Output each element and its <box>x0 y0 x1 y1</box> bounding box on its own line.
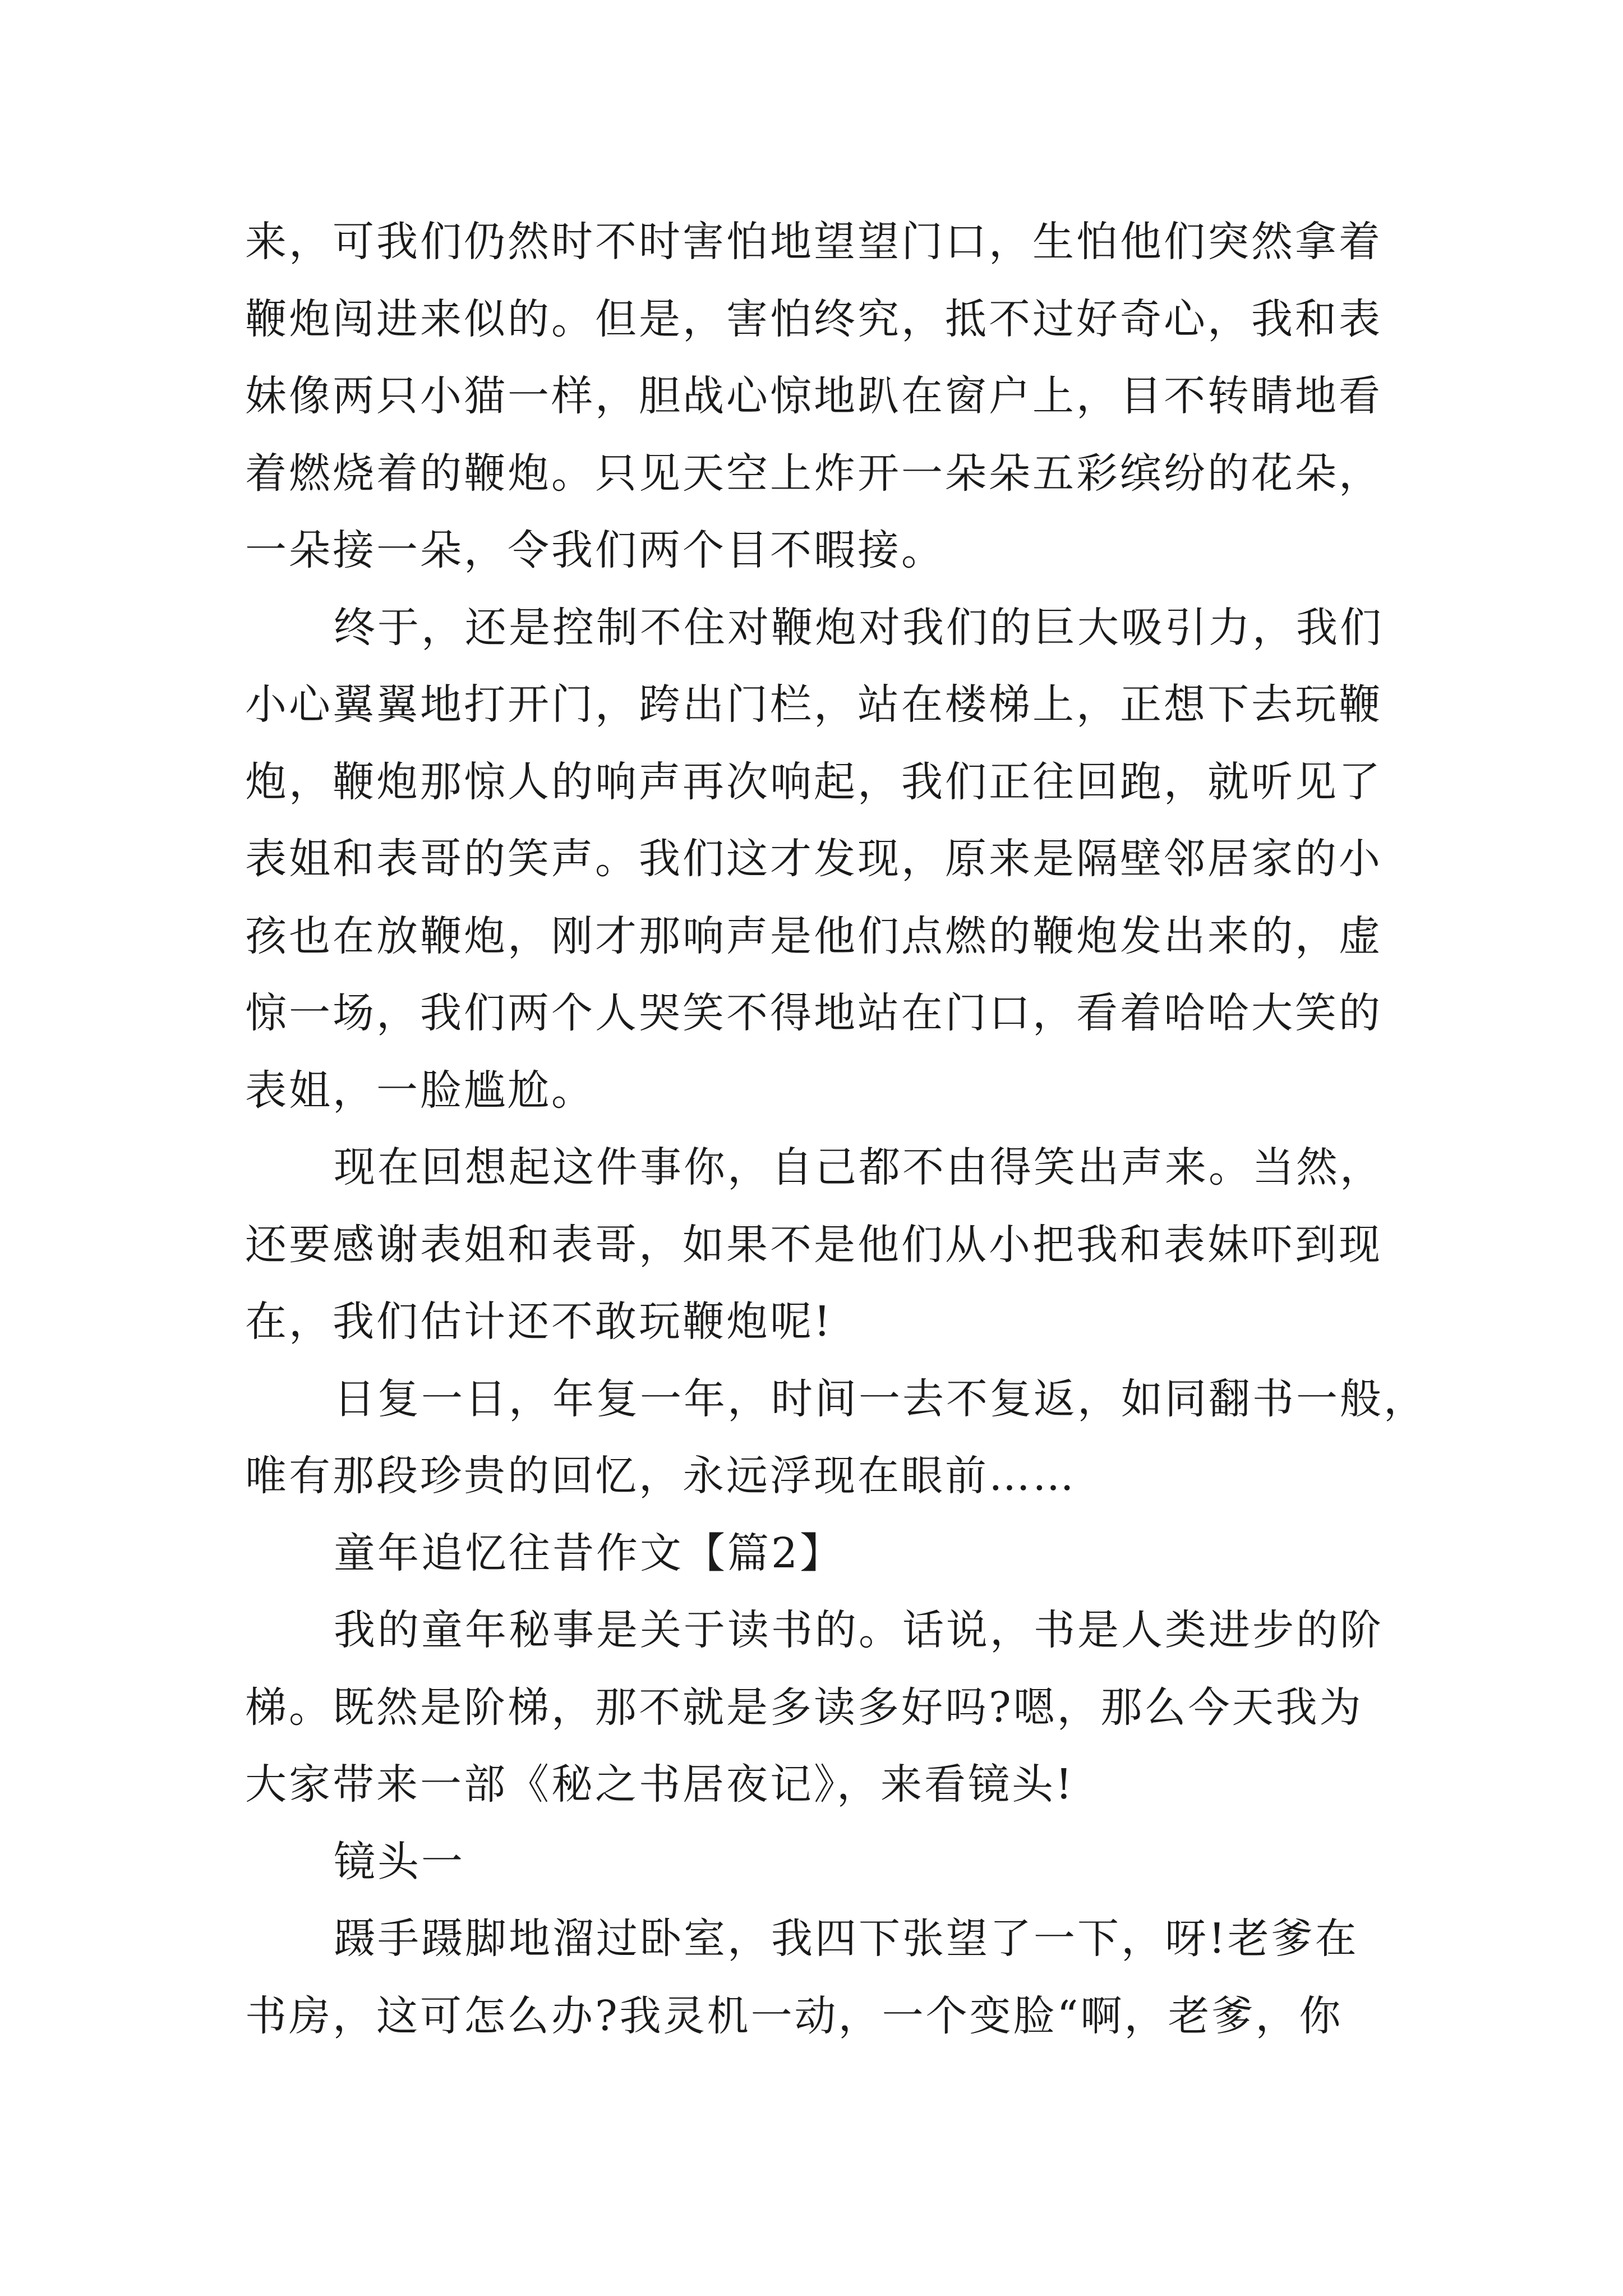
text-line: 来，可我们仍然时不时害怕地望望门口，生怕他们突然拿着 <box>245 218 1382 266</box>
text-line: 表姐，一脸尴尬。 <box>245 1066 595 1115</box>
text-line: 书房，这可怎么办?我灵机一动，一个变脸“啊，老爹，你 <box>245 1991 1343 2040</box>
text-line: 梯。既然是阶梯，那不就是多读多好吗?嗯，那么今天我为 <box>245 1683 1363 1732</box>
text-line: 小心翼翼地打开门，跨出门栏，站在楼梯上，正想下去玩鞭 <box>245 680 1382 729</box>
text-line: 还要感谢表姐和表哥，如果不是他们从小把我和表妹吓到现 <box>245 1220 1382 1269</box>
text-line: 唯有那段珍贵的回忆，永远浮现在眼前…… <box>245 1452 1076 1500</box>
text-line: 妹像两只小猫一样，胆战心惊地趴在窗户上，目不转睛地看 <box>245 372 1382 420</box>
text-line: 表姐和表哥的笑声。我们这才发现，原来是隔壁邻居家的小 <box>245 835 1382 883</box>
paragraph-start-line: 我的童年秘事是关于读书的。话说，书是人类进步的阶 <box>334 1606 1384 1654</box>
text-line: 孩也在放鞭炮，刚才那响声是他们点燃的鞭炮发出来的，虚 <box>245 912 1382 960</box>
text-line: 鞭炮闯进来似的。但是，害怕终究，抵不过好奇心，我和表 <box>245 295 1382 343</box>
text-line: 一朵接一朵，令我们两个目不暇接。 <box>245 526 945 574</box>
text-line: 大家带来一部《秘之书居夜记》，来看镜头! <box>245 1760 1075 1809</box>
section-heading: 童年追忆往昔作文【篇2】 <box>334 1529 844 1577</box>
text-line: 在，我们估计还不敢玩鞭炮呢! <box>245 1297 833 1346</box>
text-line: 惊一场，我们两个人哭笑不得地站在门口，看着哈哈大笑的 <box>245 989 1382 1037</box>
paragraph-start-line: 终于，还是控制不住对鞭炮对我们的巨大吸引力，我们 <box>334 603 1384 652</box>
text-line: 着燃烧着的鞭炮。只见天空上炸开一朵朵五彩缤纷的花朵， <box>245 449 1382 498</box>
text-line: 炮，鞭炮那惊人的响声再次响起，我们正往回跑，就听见了 <box>245 757 1382 806</box>
paragraph-start-line: 蹑手蹑脚地溜过卧室，我四下张望了一下，呀!老爹在 <box>334 1915 1359 1963</box>
scene-heading: 镜头一 <box>334 1837 465 1886</box>
essay-text <box>245 204 1427 2055</box>
paragraph-start-line: 现在回想起这件事你，自己都不由得笑出声来。当然， <box>334 1143 1384 1191</box>
paragraph-start-line: 日复一日，年复一年，时间一去不复返，如同翻书一般， <box>334 1374 1427 1423</box>
